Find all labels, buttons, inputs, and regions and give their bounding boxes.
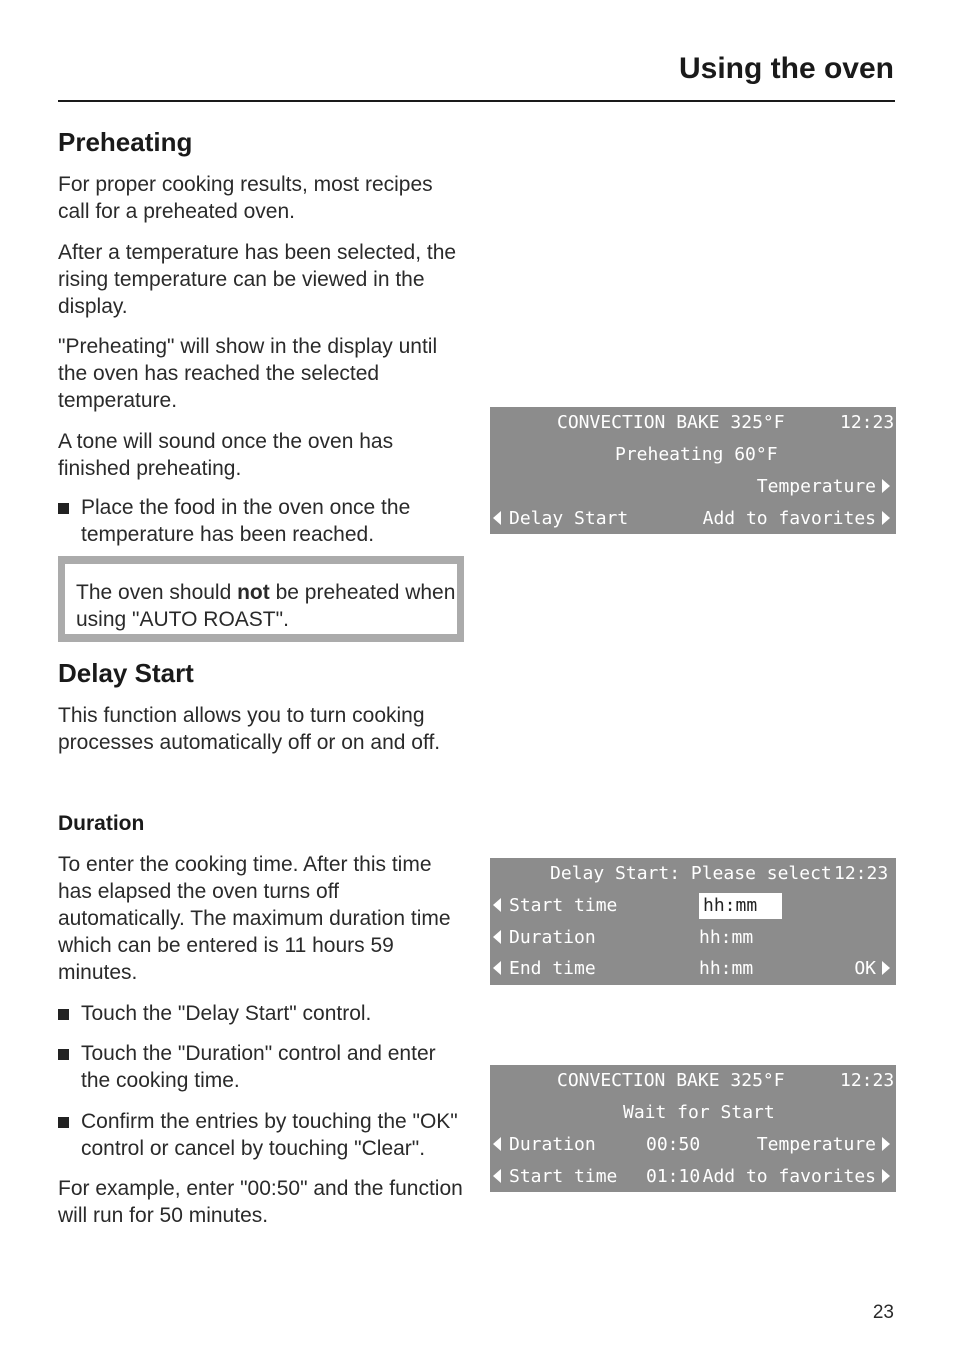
display-start-time-control[interactable]: Start time bbox=[493, 896, 617, 916]
duration-bullet-1: Touch the "Delay Start" control. bbox=[58, 1000, 466, 1027]
duration-bullet-3: Confirm the entries by touching the "OK" control or cancel by touching "Clear". bbox=[58, 1108, 466, 1162]
display-clock: 12:23 bbox=[840, 412, 895, 433]
delay-start-heading: Delay Start bbox=[58, 658, 194, 688]
bullet-square-icon bbox=[58, 1117, 69, 1128]
preheating-section bbox=[58, 126, 466, 548]
display-end-time-field[interactable]: hh:mm bbox=[699, 958, 754, 979]
preheating-bullet-1: Place the food in the oven once the temperature has been reached. bbox=[58, 494, 466, 548]
delay-start-paragraph: This function allows you to turn cooking processes automatically off or on and off. bbox=[58, 704, 441, 754]
display-add-favorites-control[interactable]: Add to favorites bbox=[703, 1167, 890, 1187]
delay-start-section bbox=[58, 657, 466, 756]
display-temperature-control[interactable]: Temperature bbox=[757, 1135, 890, 1155]
display-ok-control[interactable]: OK bbox=[854, 959, 890, 979]
display-add-favorites-control[interactable]: Add to favorites bbox=[703, 509, 890, 529]
display-clock: 12:23 bbox=[840, 1070, 895, 1091]
display-duration-field[interactable]: hh:mm bbox=[699, 927, 754, 948]
preheating-heading: Preheating bbox=[58, 127, 193, 157]
display-duration-control[interactable]: Duration bbox=[493, 1135, 596, 1155]
display-mode: CONVECTION BAKE 325°F bbox=[557, 1070, 785, 1091]
duration-section bbox=[58, 811, 466, 1229]
display-start-time-field[interactable]: hh:mm bbox=[699, 893, 782, 919]
display-start-time-control[interactable]: Start time bbox=[493, 1167, 617, 1187]
note-text: The oven should not be preheated when using "AUTO ROAST". bbox=[65, 564, 457, 634]
bullet-square-icon bbox=[58, 1009, 69, 1020]
display-end-time-control[interactable]: End time bbox=[493, 959, 596, 979]
header-divider bbox=[58, 100, 895, 102]
duration-bullet-2: Touch the "Duration" control and enter the cooking time. bbox=[58, 1040, 466, 1094]
preheating-paragraph-4: A tone will sound once the oven has finished preheating. bbox=[58, 430, 394, 480]
display-start-time-value: 01:10 bbox=[646, 1166, 701, 1187]
oven-display-preheating bbox=[490, 407, 896, 534]
display-status: Preheating 60°F bbox=[615, 444, 778, 465]
preheating-paragraph-3: "Preheating" will show in the display until the oven has reached the selected temperature. bbox=[58, 335, 438, 412]
page-header-title: Using the oven bbox=[678, 52, 894, 85]
oven-display-delay-select bbox=[490, 858, 896, 985]
duration-paragraph-1: To enter the cooking time. After this time has elapsed the oven turns off automatically. The maximum duration time which can be entered is 11 hours 59 minutes. bbox=[58, 853, 451, 984]
display-clock: 12:23 bbox=[834, 863, 889, 884]
preheating-paragraph-2: After a temperature has been selected, the rising temperature can be viewed in the display. bbox=[58, 241, 457, 318]
page-number: 23 bbox=[872, 1302, 894, 1323]
bullet-square-icon bbox=[58, 1049, 69, 1060]
display-delay-start-control[interactable]: Delay Start bbox=[493, 509, 628, 529]
preheating-paragraph-1: For proper cooking results, most recipes call for a preheated oven. bbox=[58, 173, 433, 223]
display-temperature-control[interactable]: Temperature bbox=[757, 477, 890, 497]
bullet-square-icon bbox=[58, 503, 69, 514]
display-title: Delay Start: Please select bbox=[550, 863, 832, 884]
display-mode: CONVECTION BAKE 325°F bbox=[557, 412, 785, 433]
duration-heading: Duration bbox=[58, 812, 145, 835]
display-status: Wait for Start bbox=[623, 1102, 775, 1123]
duration-paragraph-2: For example, enter "00:50" and the function will run for 50 minutes. bbox=[58, 1177, 463, 1227]
oven-display-wait-for-start bbox=[490, 1065, 896, 1192]
note-box bbox=[58, 556, 464, 642]
display-duration-value: 00:50 bbox=[646, 1134, 701, 1155]
display-duration-control[interactable]: Duration bbox=[493, 928, 596, 948]
